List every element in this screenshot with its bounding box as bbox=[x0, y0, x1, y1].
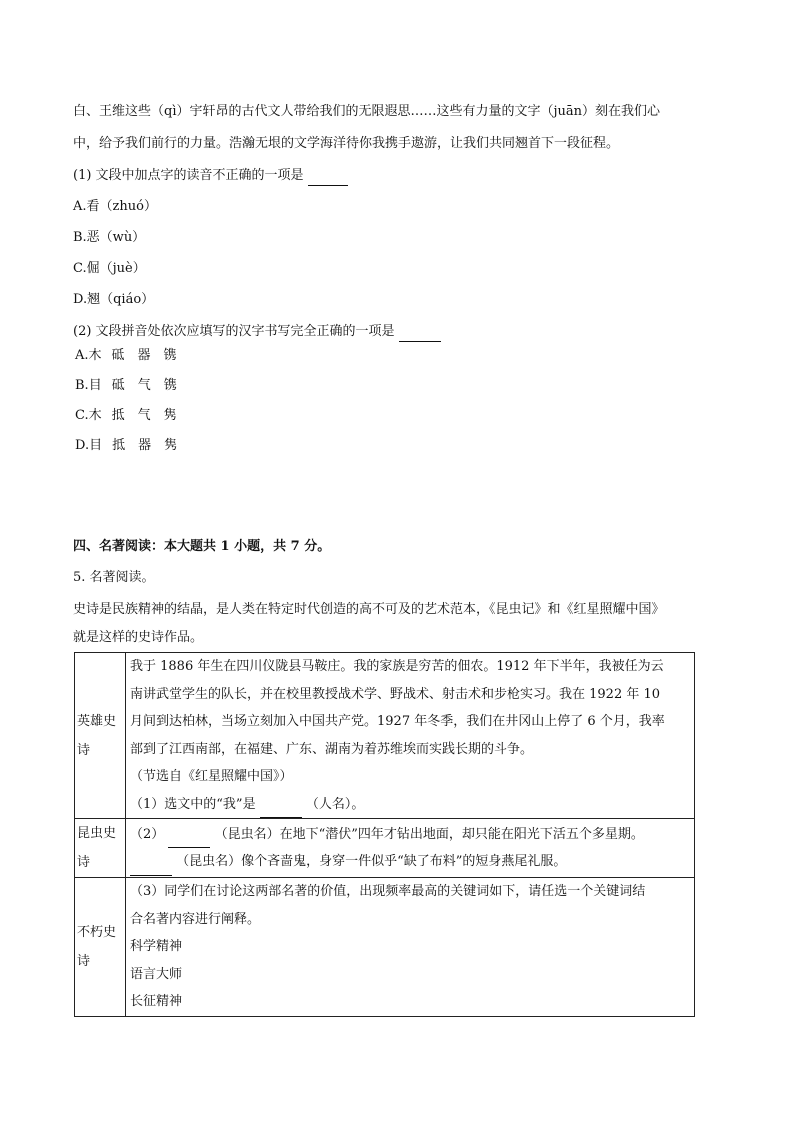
q2-stem bbox=[73, 322, 441, 342]
insect-name-blank-2[interactable] bbox=[130, 861, 172, 876]
q2-option-char: 气 bbox=[137, 378, 151, 393]
q2-option-char: 气 bbox=[137, 408, 151, 423]
keyword-item: 语言大师 bbox=[130, 966, 183, 982]
row-label-heroic-epic bbox=[75, 653, 126, 819]
q2-option-char: 隽 bbox=[164, 438, 178, 453]
q-subquestion-1 bbox=[130, 791, 692, 819]
question-5-title: 5. 名著阅读。 bbox=[73, 570, 155, 585]
table-row-insect-epic bbox=[75, 819, 695, 878]
q2-option-char: 抵 bbox=[111, 408, 125, 423]
passage-line-2: 中，给予我们前行的力量。浩瀚无垠的文学海洋待你我携手遨游，让我们共同翘首下一段征程。 bbox=[73, 136, 620, 151]
immortal-epic-content bbox=[126, 878, 695, 1017]
q1-option-b: B.恶（wù） bbox=[73, 230, 146, 245]
q2-option-char: 目 bbox=[89, 438, 103, 453]
q2-option-letter: B. bbox=[75, 378, 89, 393]
subquestion-3-text: 合名著内容进行阐释。 bbox=[130, 911, 261, 927]
q2-option-a bbox=[75, 346, 177, 366]
table-row-heroic-epic bbox=[75, 653, 695, 819]
subquestion-1-suffix: （人名）。 bbox=[305, 796, 365, 812]
section-heading: 四、名著阅读：本大题共 1 小题，共 7 分。 bbox=[73, 539, 331, 554]
q2-option-letter: A. bbox=[75, 348, 89, 363]
subquestion-2-text: （昆虫名）像个吝啬鬼，身穿一件似乎“缺了布料”的短身燕尾礼服。 bbox=[176, 854, 567, 869]
excerpt-source: （节选自《红星照耀中国》） bbox=[130, 769, 293, 784]
classics-table bbox=[74, 652, 695, 1017]
q2-option-char: 镌 bbox=[163, 348, 177, 363]
intro-line-2: 就是这样的史诗作品。 bbox=[73, 630, 204, 645]
excerpt-line: 部到了江西南部，在福建、广东、湖南为着苏维埃而实践长期的斗争。 bbox=[130, 741, 534, 757]
keyword-item: 科学精神 bbox=[130, 939, 183, 954]
intro-line-1: 史诗是民族精神的结晶，是人类在特定时代创造的高不可及的艺术范本，《昆虫记》和《红星照耀中国》 bbox=[73, 602, 665, 617]
q1-stem bbox=[73, 166, 348, 186]
q1-answer-blank[interactable] bbox=[308, 171, 348, 186]
subquestion-2-text: （昆虫名）在地下“潜伏”四年才钻出地面，却只能在阳光下活五个多星期。 bbox=[214, 826, 644, 842]
q2-answer-blank[interactable] bbox=[399, 327, 441, 342]
subquestion-2-line-1 bbox=[130, 821, 692, 849]
insect-epic-content bbox=[126, 819, 695, 878]
passage-line-1: 白、王维这些（qì）宇轩昂的古代文人带给我们的无限遐思……这些有力量的文字（juān）刻在我们心 bbox=[73, 104, 661, 119]
insect-name-blank-1[interactable] bbox=[168, 833, 210, 848]
excerpt-line: 月间到达柏林，当场立刻加入中国共产党。1927 年冬季，我们在井冈山上停了 6 个月，我率 bbox=[130, 714, 665, 729]
row-label-text: 诗 bbox=[77, 742, 91, 758]
q2-option-char: 目 bbox=[88, 378, 102, 393]
excerpt-line: 我于 1886 年生在四川仪陇县马鞍庄。我的家族是穷苦的佃农。1912 年下半年，我被任为云 bbox=[130, 659, 664, 674]
subquestion-1-prefix: （1）选文中的“我”是 bbox=[130, 796, 256, 812]
row-label-text: 昆虫史 bbox=[77, 826, 117, 841]
q2-option-char: 木 bbox=[88, 408, 102, 423]
row-label-text: 英雄史 bbox=[77, 713, 117, 729]
q1-option-c: C.倔（juè） bbox=[73, 261, 146, 276]
subquestion-2-prefix: （2） bbox=[130, 826, 165, 842]
heroic-epic-content bbox=[126, 653, 695, 819]
row-label-text: 不朽史 bbox=[77, 924, 117, 940]
q1-stem-text: (1) 文段中加点字的读音不正确的一项是 bbox=[73, 168, 304, 183]
excerpt-line: 南讲武堂学生的队长，并在校里教授战术学、野战术、射击术和步枪实习。我在 1922 年 10 bbox=[130, 686, 661, 702]
q2-option-letter: C. bbox=[75, 408, 89, 423]
q2-option-char: 木 bbox=[88, 348, 102, 363]
q1-option-d: D.翘（qiáo） bbox=[73, 292, 155, 307]
table-row-immortal-epic bbox=[75, 878, 695, 1017]
row-label-text: 诗 bbox=[77, 953, 91, 969]
q2-option-char: 砥 bbox=[111, 378, 125, 393]
subquestion-2-line-2 bbox=[130, 848, 692, 876]
q1-option-a: A.看（zhuó） bbox=[73, 199, 157, 214]
q2-option-b bbox=[75, 376, 177, 396]
keyword-item: 长征精神 bbox=[130, 994, 183, 1009]
q2-option-c bbox=[75, 406, 177, 426]
q2-option-char: 抵 bbox=[112, 438, 126, 453]
q2-option-char: 砥 bbox=[111, 348, 125, 363]
q2-option-letter: D. bbox=[75, 438, 90, 453]
q2-option-char: 器 bbox=[138, 438, 152, 453]
q2-option-d bbox=[75, 436, 177, 456]
row-label-text: 诗 bbox=[77, 855, 91, 870]
subquestion-3-text: （3）同学们在讨论这两部名著的价值，出现频率最高的关键词如下，请任选一个关键词结 bbox=[130, 884, 646, 899]
q2-option-char: 隽 bbox=[163, 408, 177, 423]
row-label-insect-epic bbox=[75, 819, 126, 878]
person-name-blank[interactable] bbox=[260, 803, 302, 818]
q2-option-char: 器 bbox=[137, 348, 151, 363]
q2-stem-text: (2) 文段拼音处依次应填写的汉字书写完全正确的一项是 bbox=[73, 324, 395, 339]
q2-option-char: 镌 bbox=[163, 378, 177, 393]
row-label-immortal-epic bbox=[75, 878, 126, 1017]
